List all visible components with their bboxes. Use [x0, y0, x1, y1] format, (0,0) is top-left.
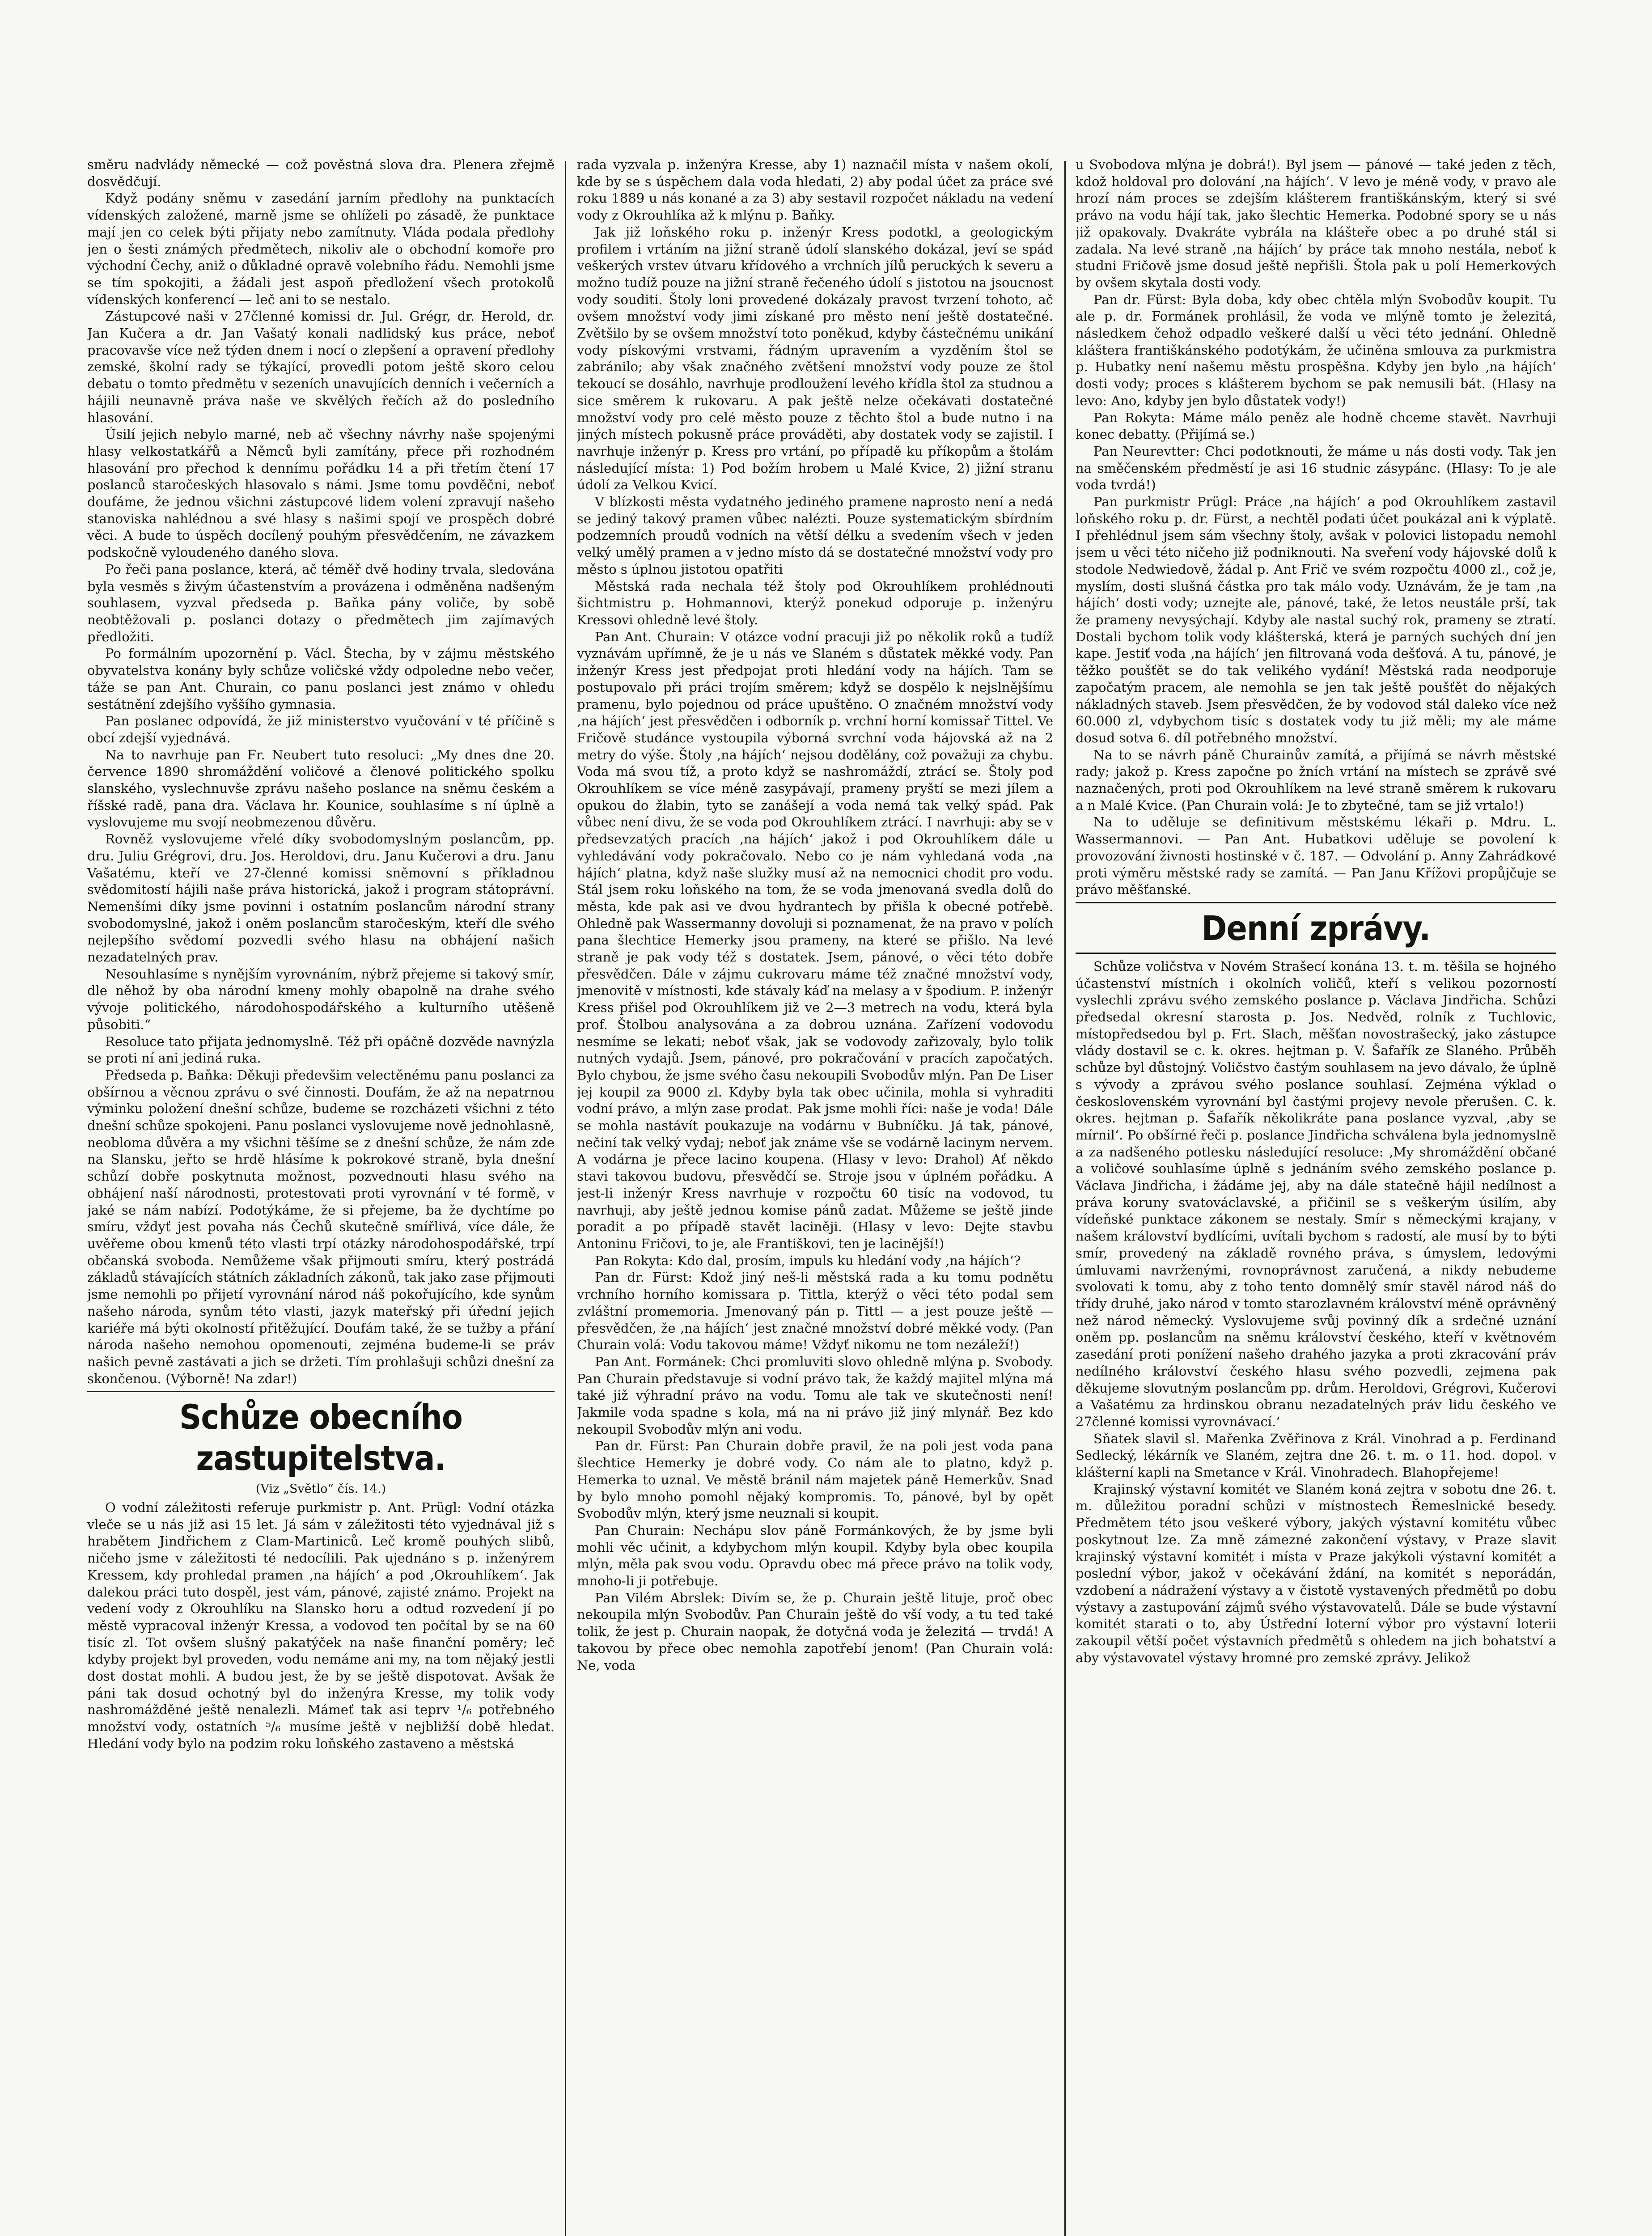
- article-paragraph: Po řeči pana poslance, která, ač téměř dvě hodiny trvala, sledována byla vesměs s živým účastenstvím a provázena i odměněna nadšeným souhlasem, vyzval předseda p. Baňka pány voliče, by sobě neobtěžovali p. poslanci dotazy o předmětech jim zajímavých předložiti.: [87, 561, 555, 644]
- article-paragraph: Po formálním upozornění p. Václ. Štecha, by v zájmu městského obyvatelstva konány byly schůze voličské vždy odpoledne nebo večer, táže se pan Ant. Churain, co panu poslanci jest známo v ohledu sestátnění zdejšího vyššího gymnasia.: [87, 646, 555, 712]
- article-paragraph: Pan Rokyta: Máme málo peněz ale hodně chceme stavět. Navrhuji konec debatty. (Přijímá se.): [1076, 410, 1556, 442]
- article-paragraph: u Svobodova mlýna je dobrá!). Byl jsem — pánové — také jeden z těch, kdož holdoval pro dolování ‚na hájích‘. V levo je méně vody, v pravo ale hrozí nám proces se zdejším klášterem františkánským, který si své právo na vodu hájí tak, jako šlechtic Hemerka. Podobné spory se u nás již opakovaly. Dvakráte vybrála na klášteře obec a po druhé stál si zadala. Na levé straně ‚na hájích‘ by práce tak mnoho nestála, neboť k studni Fričově jsme dosud ještě nepřišli. Štola pak u polí Hemerkových by ovšem skytala dosti vody.: [1076, 157, 1556, 290]
- section-divider: [1076, 953, 1556, 954]
- article-paragraph: V blízkosti města vydatného jediného pramene naprosto není a nedá se jediný takový pramen vůbec nalézti. Pouze systematickým sbírdním podzemních proudů vodních na větší délku a svedením všech v jeden velký umělý pramen a v jedno místo dá se dostatečné množství vody pro město s úplnou jistotou opatřiti: [577, 494, 1053, 577]
- article-paragraph: rada vyzvala p. inženýra Kresse, aby 1) naznačil místa v našem okolí, kde by se s úspěchem dala voda hledati, 2) aby podal účet za práce své roku 1889 u nás konané a za 3) aby sestavil rozpočet nákladu na vedení vody z Okrouhlíka až k mlýnu p. Baňky.: [577, 157, 1053, 223]
- article-paragraph: Rovněž vyslovujeme vřelé díky svobodomyslným poslancům, pp. dru. Juliu Grégrovi, dru. Jos. Heroldovi, dru. Janu Kučerovi a dru. Janu Vašatému, kteří ve 27-členné komissi sněmovní s příkladnou svědomitostí hájili naše práva historická, jakož i program státoprávní. Nemenšími díky jsme povinni i ostatním poslancům národní strany svobodomyslné, jakož i oněm poslancům staročeským, kteří dle svého nejlepšího svědomí pozvedli svého hlasu na obhájení našich nezadatelných prav.: [87, 831, 555, 965]
- article-paragraph: Pan poslanec odpovídá, že již ministerstvo vyučování v té příčině s obcí zdejší vyjednává.: [87, 713, 555, 745]
- article-paragraph: Zástupcové naši v 27členné komissi dr. Jul. Grégr, dr. Herold, dr. Jan Kučera a dr. Jan Vašatý konali nadlidský kus práce, neboť pracovavše více než týden dnem i nocí o zlepšení a opravení předlohy zemské, školní rady se týkající, provedli potom ještě skoro celou debatu o tomto předmětu v sezeních unavujících denních i večerních a hájili neunavně práva naše ve skvělých řečích až do posledního hlasování.: [87, 309, 555, 425]
- article-paragraph: Pan Ant. Churain: V otázce vodní pracuji již po několik roků a tudíž vyznávám upřímně, že je u nás ve Slaném s důstatek měkké vody. Pan inženýr Kress jest předpojat proti hledání vody na hájích. Tam se postupovalo při práci trojím směrem; když se dospělo k nejslnějšímu pramenu, bylo pojednou od práce upuštěno. O značném množství vody ‚na hájích‘ jest přesvědčen i odborník p. vrchní horní komissař Tittel. Ve Fričově studánce vystoupila výborná svrchní voda hájovská až na 2 metry do výše. Štoly ‚na hájích‘ nejsou dodělány, což považuji za chybu. Voda má svou tíž, a proto když se nashromáždí, ztrácí se. Štoly pod Okrouhlíkem se více méně zasypávají, prameny pryští se mezi jílem a opukou do žlabin, tyto se zanášejí a voda nemá tak velký spád. Pak vůbec není divu, že se voda pod Okrouhlíkem ztrácí. I navrhuji: aby se v předsevzatých pracích ‚na hájích‘ jakož i pod Okrouhlíkem dále u vyhledávání vody pokračovalo. Nebo co je nám vyhledaná voda ‚na hájích‘ platna, když naše služky musí až na nemocnici chodit pro vodu. Stál jsem roku loňského na tom, že se voda jmenovaná svedla dolů do města, kde pak asi ve dvou hydrantech by přišla k obecné potřebě. Ohledně pak Wassermanny dovoluji si poznamenat, že na pravo v polích pana šlechtice Hemerky jsou prameny, na které se přišlo. Na levé straně je pak vody též s dostatek. Jsem, pánové, o věci této dobře přesvědčen. Dále v zájmu cukrovaru máme též značné množství vody, jmenovitě v místnosti, kde stávaly káď na melasy a v špodium. P. inženýr Kress přišel pod Okrouhlíkem již ve 2—3 metrech na vodu, která byla prof. Štolbou analysována a za dobrou uznána. Zařízení vodovodu nesmíme se lekati; neboť však, jak se vodovody zařizovaly, bylo tolik nutných vydajů. Jsem, pánové, pro pokračování v pracích započatých. Bylo chybou, že jsme svého času nekoupili Svobodův mlýn. Pan De Liser jej koupil za 9000 zl. Kdyby byla tak obec učinila, mohla si vyhraditi vodní právo, a mlýn zase prodat. Pak jsme mohli říci: naše je voda! Dále se mohla nastávít poukazuje na vodárnu v Bubníčku. Já tak, pánové, nečiní tak velký vydaj; neboť jak známe vše se vodárně lacinym nervem. A vodárna je přece lacino koupena. (Hlasy v levo: Drahol) Ať někdo stavi takovou budovu, přesvědčí se. Stroje jsou v úplném pořádku. A jest-li inženýr Kress navrhuje v rozpočtu 60 tisíc na vodovod, tu navrhuji, aby ještě jednou komise pánů zadat. Můžeme se ještě jinde poradit a po případě stavět laciněji. (Hlasy v levo: Dejte stavbu Antoninu Fričovi, to je, ale Františkovi, ten je lacinější!): [577, 629, 1053, 1251]
- section-headline: Denní zprávy.: [1201, 908, 1431, 948]
- article-paragraph: Nesouhlasíme s nynějším vyrovnáním, nýbrž přejeme si takový smír, dle něhož by oba národní kmeny mohly obapolně na drahe svého vývoje politického, národohospodářského a kulturního utěšeně působiti.“: [87, 966, 555, 1032]
- column-rule: [565, 161, 566, 2236]
- column-1: [87, 157, 555, 2236]
- article-paragraph: Pan dr. Fürst: Kdož jiný neš-li městská rada a ku tomu podnětu vrchního horního komissara p. Tittla, kterýž o věci této podal sem zvláštní promemoria. Jmenovaný pán p. Tittl — a jest pouze ještě — přesvědčen, že ‚na hájích‘ jest značné množství dobré měkké vody. (Pan Churain volá: Vodu takovou máme! Vždyť nikomu ne tom nezáleží!): [577, 1270, 1053, 1353]
- article-paragraph: Pan purkmistr Prügl: Práce ‚na hájích‘ a pod Okrouhlíkem zastavil loňského roku p. dr. Fürst, a nechtěl podati účet poukázal ani k výplatě. I přehlédnul jsem sám všechny štoly, avšak v polovici listopadu nemohl jsem u věci této ničeho již podniknouti. Na sveření vody hájovské dolů k stodole Nedwiedově, žádal p. Ant Frič ve svém rozpočtu 4000 zl., což je, myslím, dosti slušná částka pro tak málo vody. Uznávám, že je tam ‚na hájích‘ dosti vody; uznejte ale, pánové, také, že letos neustále prší, tak že prameny nevysýchají. Kdyby ale nastal suchý rok, prameny se ztratí. Dostali bychom tolik vody klášterská, která je parných suchých dní jen kape. Jestiť voda ‚na hájích‘ jen filtrovaná voda dešťová. A tu, pánové, je těžko poušťět se do tak velikého vydání! Městská rada neodporuje započatým pracem, ale nemohla se jen tak ještě poušťět do nějakých nákladných staveb. Jsem přesvědčen, že by vodovod stál daleko více než 60.000 zl, vdybychom tisíc s dostatek vody tu již měli; my ale máme dosud sotva 6. díl potřebného množství.: [1076, 494, 1556, 745]
- article-paragraph: Krajinský výstavní komitét ve Slaném koná zejtra v sobotu dne 26. t. m. důležitou poradní schůzi v místnostech Řemeslnické besedy. Předmětem této jsou veškeré výbory, jakých výstavní komitétu vůbec poskytnout lze. Za mně zámezné zakončení výstavy, v Praze slavit krajinský výstavní komitét i místa v Praze jakýkoli výstavní komitét a poslední výbor, jakož v očekávání ždání, na komitét s neporádán, vzdobení a nádražení výstavy a v čistotě vystavených předmětů po dobu výstavy a zastupování zájmů svého výstavovatelů. Dále se bude výstavní komitét starati o to, aby Ústřední loterní výbor pro výstavní loterii zakoupil větší počet výstavních předmětů s ohledem na jich bohatství a aby výstavovatel výstavy hromné pro zemské zprávy. Jelikož: [1076, 1481, 1556, 1665]
- section-subline: (Viz „Světlo“ čís. 14.): [255, 1482, 386, 1496]
- article-paragraph: Jak již loňského roku p. inženýr Kress podotkl, a geologickým profilem i vrtáním na jižní straně údolí slanského dokázal, jeví se spád veškerých vrstev útvaru křídového a vrchních jílů peruckých k severu a možno tudíž pouze na jižní straně řečeného údolí s jistotou na jsoucnost vody souditi. Štoly loni provedené dokázaly pravost tvrzení tohoto, ač ovšem množství vody jimi získané pro město není ještě dostatečné. Zvětšilo by se ovšem množství toto poněkud, kdyby částečnému unikání vody pískovými vrstvami, řádným upravením a vyzděním štol se zabránilo; aby však značného zvětšení množství vody pouze ze štol tekoucí se dosáhlo, navrhuje prodloužení levého křídla štol za studnou a sice směrem k rukovaru. A pak ještě nelze očekávati dostatečné množství vody pro celé město pouze z těchto štol a bude nutno i na jiných místech pokusně práce prováděti, aby dostatek vody se zajistil. I navrhuje inženýr p. Kress pro vrtání, po případě ku příkopům a štolám následující místa: 1) Pod božím hrobem u Malé Kvice, 2) jižní stranu údolí za Velkou Kvicí.: [577, 224, 1053, 493]
- article-paragraph: Na to se návrh páně Churainův zamítá, a přijímá se návrh městské rady; jakož p. Kress započne po žních vrtání na místech se zprávě své naznačených, proti pod Okrouhlíkem na levé straně směrem k rukovaru a n Malé Kvice. (Pan Churain volá: Je to zbytečné, tam se již vrtalo!): [1076, 747, 1556, 813]
- article-paragraph: Pan dr. Fürst: Byla doba, kdy obec chtěla mlýn Svobodův koupit. Tu ale p. dr. Formánek prohlásil, že voda ve mlýně tomto je železitá, následkem čehož odpadlo veškeré další u věci této jednání. Ohledně kláštera františkánského podotýkám, že učiněna smlouva za purkmistra p. Hubatky není našemu městu prospěšna. Kdyby jen bylo ‚na hájích‘ dosti vody; proces s klášterem bychom se pak nemusili bát. (Hlasy na levo: Ano, kdyby jen bylo důstatek vody!): [1076, 292, 1556, 408]
- article-paragraph: Pan Rokyta: Kdo dal, prosím, impuls ku hledání vody ‚na hájích‘?: [595, 1253, 1021, 1268]
- column-3: [1076, 157, 1556, 2236]
- column-2: [577, 157, 1053, 2236]
- article-paragraph: Resoluce tato přijata jednomyslně. Též při opáčně dozvěde navnýzla se proti ní ani jediná ruka.: [87, 1033, 555, 1066]
- article-paragraph: Pan Ant. Formánek: Chci promluviti slovo ohledně mlýna p. Svobody. Pan Churain představuje si vodní právo tak, že každý majitel mlýna má také již výhradní právo na vodu. Tomu ale tak ve skutečnosti není! Jakmile voda spadne s kola, má na ni právo již jiný mlynář. Bez kdo nekoupil Svobodův mlýn ani vodu.: [577, 1354, 1053, 1437]
- article-paragraph: Schůze voličstva v Novém Strašecí konána 13. t. m. těšila se hojného účastenství místních i okolních voličů, kteří s velikou pozorností vyslechli zprávu svého zemského poslance p. Václava Jindřicha. Schůzi předsedal okresní starosta p. Jos. Nedvěd, rolník z Tuchlovic, místopředsedou byl p. Frt. Slach, měšťan novostrašecký, jako zástupce vlády dostavil se c. k. okres. hejtman p. V. Šafařík ze Slaného. Průběh schůze byl důstojný. Voličstvo častým souhlasem na jevo dávalo, že úplně s vývody a zprávou svého poslance souhlasí. Zejména výklad o československém vyrovnání byl častými projevy nevole přerušen. C. k. okres. hejtman p. Šafařík několikráte pana poslance vyzval, ‚aby se mírnil‘. Po obšírné řeči p. poslance Jindřicha schválena byla jednomyslně a za nadšeného potlesku následující resoluce: ‚My shromáždění občané a voličové souhlasíme úplně s jednáním svého zemského poslance p. Václava Jindřicha, i žádáme jej, aby na dále statečně hájil nedílnost a práva koruny svatováclavské, a přičinil se s veškerým úsilím, aby vídeňské punktace zákonem se nestaly. Smír s německými krajany, v našem království bydlícími, uvítali bychom s radostí, ale musí by to býti smír, provedený na základě rovného práva, s úmyslem, ledovými úmluvami navrženými, rovnoprávnost zaručená, a nikdy nebudeme svolovati k tomu, aby z toho tento domnělý smír stavěl národ náš do třídy druhé, jako národ v tomto starozlavném království méně oprávněný než národ německý. Vyslovujeme svůj povinný dík a srdečné uznání oněm pp. poslancům na sněmu království českého, kteří v květnovém zasedání proti ponížení našeho drahého jazyka a proti zkracování práv nedílného království českého hlasu svého pozvedli, zejmena pak děkujeme slovutným poslancům pp. drům. Heroldovi, Grégrovi, Kučerovi a Vašatému za hrdinskou obranu nezadatelných práv lidu českého ve 27členné komissi vyrovnávací.‘: [1076, 958, 1556, 1429]
- article-paragraph: směru nadvlády německé — což pověstná slova dra. Plenera zřejmě dosvědčují.: [87, 157, 555, 189]
- article-paragraph: Úsilí jejich nebylo marné, neb ač všechny návrhy naše spojenými hlasy velkostatkářů a Němců byli zamítány, přece při rozhodném hlasování pro přechod k dennímu pořádku 14 a při třetím čtení 17 poslanců staročeských hlasovalo s námi. Jsme tomu povděčni, neboť doufáme, že jednou všichni zástupcové lidem volení zpravují našeho stanoviska nahlédnou a své hlasy s našimi spojí ve prospěch dobré věci. A bude to úspěch docílený pouhým přesvědčením, ne závazkem podskočně vyloudeného daného slova.: [87, 427, 555, 560]
- section-divider: [1076, 902, 1556, 903]
- article-paragraph: Na to uděluje se definitivum městskému lékaři p. Mdru. L. Wassermannovi. — Pan Ant. Hubatkovi uděluje se povolení k provozování živnosti hostinské v č. 187. — Odvolání p. Anny Zahrádkové proti výměru městské rady se zamítá. — Pan Janu Křížovi propůjčuje se právo měšťanské.: [1076, 814, 1556, 898]
- article-paragraph: Městská rada nechala též štoly pod Okrouhlíkem prohlédnouti šichtmistru p. Hohmannovi, kterýž ponekud odporuje p. inženýru Kressovi ohledně levé štoly.: [577, 578, 1053, 627]
- column-rule: [1064, 161, 1066, 2236]
- article-paragraph: O vodní záležitosti referuje purkmistr p. Ant. Prügl: Vodní otázka vleče se u nás již asi 15 let. Já sám v záležitosti této vyjednával již s hrabětem Jindřichem z Clam-Martiniců. Leč kromě pouhých slibů, ničeho jsme v záležitosti té nedocílili. Pak ujednáno s p. inženýrem Kressem, kdy prohledal pramen ‚na hájích‘ a pod ‚Okrouhlíkem‘. Jak dalekou práci tuto dospěl, jest vám, pánové, zajisté známo. Projekt na vedení vody z Okrouhlíku na Slansko horu a odtud rozvedení jí po městě vypracoval inženýr Kressa, a vodovod ten počítal by se na 60 tisíc zl. Tot ovšem slušný pakatýček na naše finanční poměry; leč kdyby projekt byl proveden, vodu nemáme ani my, na tom nějaký jestli dost dostat mohli. A budou jest, že by se ještě dispotovat. Avšak že páni tak dosud ochotný byl do inženýra Kresse, my tolik vody nashromážděné ještě nenalezli. Mámeť tak asi teprv ¹/₆ potřebného množství vody, ostatních ⁵/₆ musíme ještě v nejbližší době hledat. Hledání vody bylo na podzim roku loňského zastaveno a městská: [87, 1500, 555, 1751]
- section-divider: [87, 1391, 555, 1392]
- article-paragraph: Pan Vilém Abrslek: Divím se, že p. Churain ještě lituje, proč obec nekoupila mlýn Svobodův. Pan Churain ještě do vší vody, a tu ted také tolik, že jest p. Churain naopak, že dotyčná voda je železitá — trvdá! A takovou by přece obec nemohla zapotřebí jenom! (Pan Churain volá: Ne, voda: [577, 1590, 1053, 1673]
- article-paragraph: Předseda p. Baňka: Děkuji předevšim velectěnému panu poslanci za obšírnou a věcnou zprávu o své činnosti. Doufám, že až na nepatrnou výminku položení dnešní schůze, budeme se rozcházeti všichni z této dnešní schůze spokojeni. Panu poslanci vyslovujeme nově jednohlasně, neobloma důvěra a my všichni těšíme se z dnešní schůze, že nám zde na Slansku, jeřto se hrdě hlásíme k pokrokové straně, byla dnešní schůzí dobře poskytnuta možnost, pozvednouti hlasu svého na obhájení naší národnosti, protestovati proti vyrovnání v té formě, v jaké se nám nabízí. Podotýkáme, že si přejeme, ba že dychtíme po smíru, vždyť jest povaha nás Čechů skutečně smířlivá, více dále, že uvěřeme obou kmenů této vlasti trpí otázky národohospodářské, trpí občanská svoboda. Nemůžeme však přijmouti smíru, který postrádá základů stávajících státních základních zákonů, tak jako zase přijmouti jsme nemohli po přijetí vyrovnání národ náš pokořujícího, kde synům našeho národa, synům této vlasti, jazyk mateřský při úřední jejich kariéře má býti okolností přitěžující. Doufám také, že se tužby a přání národa našeho nemohou opomenouti, zejména budeme-li se práv našich pevně zastávati a jich se držeti. Tím prohlašuji schůzi dnešní za skončenou. (Výborně! Na zdar!): [87, 1067, 555, 1386]
- article-paragraph: Pan Neurevtter: Chci podotknouti, že máme u nás dosti vody. Tak jen na směčenském předměstí je asi 16 studnic zásypánc. (Hlasy: To je ale voda tvrdá!): [1076, 443, 1556, 493]
- article-paragraph: Sňatek slavil sl. Mařenka Zvěřinova z Král. Vinohrad a p. Ferdinand Sedlecký, lékárník ve Slaném, zejtra dne 26. t. m. o 11. hod. dopol. v klášterní kapli na Smetance v Král. Vinohradech. Blahopřejeme!: [1076, 1431, 1556, 1480]
- article-paragraph: Pan dr. Fürst: Pan Churain dobře pravil, že na poli jest voda pana šlechtice Hemerky je dobré vody. Co nám ale to platno, když p. Hemerka to uznal. Ve městě bránil nám majetek páně Hemerkův. Snad by bylo mnoho pomohl nějaký kompromis. To, pánové, byl by opět Svobodův mlýn, který jsme neuznali si koupit.: [577, 1438, 1053, 1521]
- section-headline: Schůze obecního zastupitelstva.: [179, 1397, 462, 1478]
- article-paragraph: Pan Churain: Nechápu slov páně Formánkových, že by jsme byli mohli věc učinit, a kdybychom mlýn koupil. Kdyby byla obec koupila mlýn, měla pak svou vodu. Opravdu obec má přece právo na tolik vody, mnoho-li ji potřebuje.: [577, 1522, 1053, 1589]
- article-paragraph: Když podány sněmu v zasedání jarním předlohy na punktacích vídenských založené, marně jsme se ohlíželi po zásadě, že punktace mají jen co celek býti přijaty nebo zamítnuty. Vláda podala předlohy jen o šesti známých předmětech, nikoliv ale o obchodní komoře pro východní Čechy, aniž o důkladné opravě volebního řádu. Nemohli jsme se tím spokojiti, a žádali jest aspoň předložení všech protokolů vídenských konferencí — leč ani to se nestalo.: [87, 191, 555, 307]
- article-paragraph: Na to navrhuje pan Fr. Neubert tuto resoluci: „My dnes dne 20. července 1890 shromáždění voličové a členové politického spolku slanského, vyslechnuvše zprávu našeho poslance na sněmu českém a říšské radě, pana dra. Václava hr. Kounice, souhlasíme s ní úplně a vyslovujeme mu svojí neobmezenou důvěru.: [87, 747, 555, 830]
